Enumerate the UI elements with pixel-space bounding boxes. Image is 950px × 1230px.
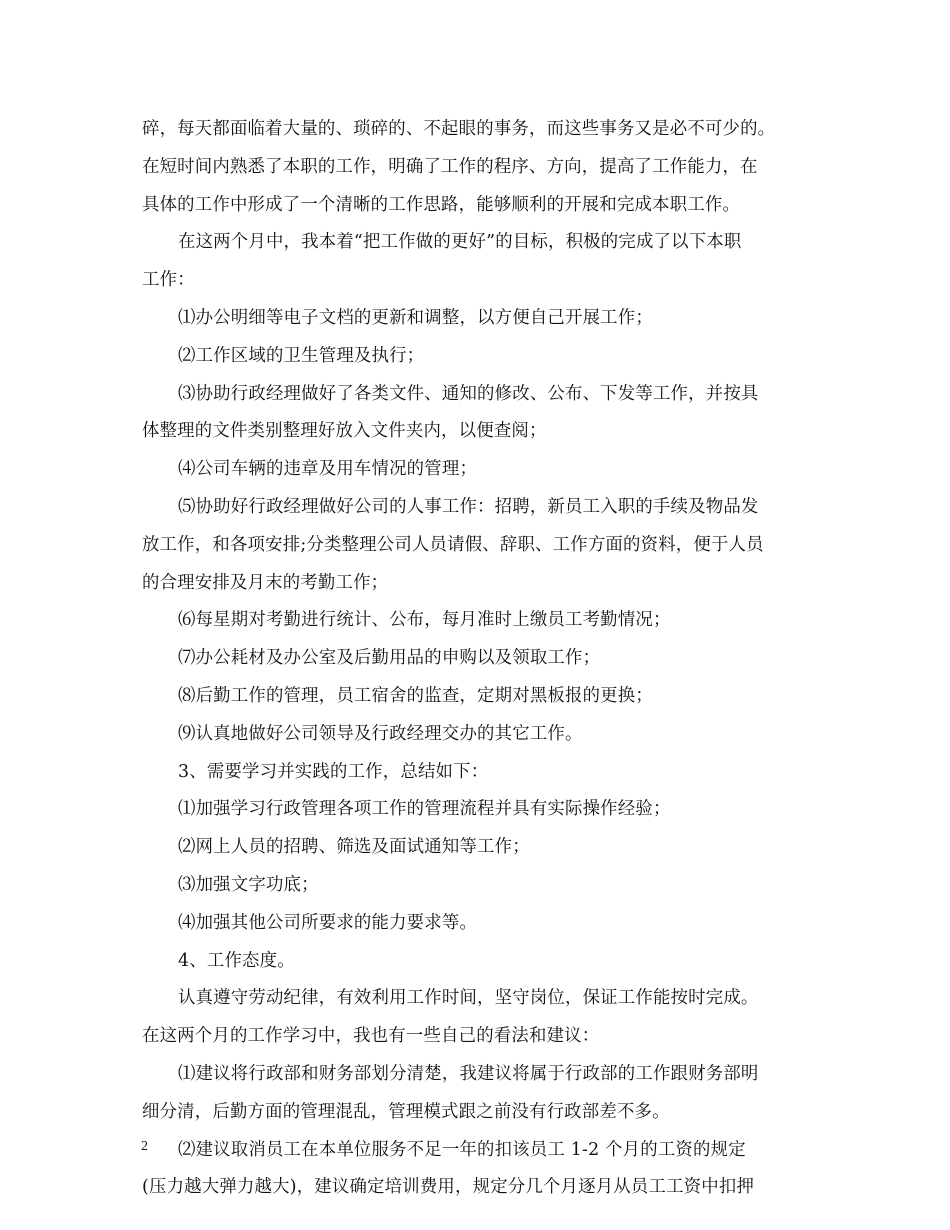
list-item: ⑷加强其他公司所要求的能力要求等。 [178, 912, 478, 933]
text-line: (压力越大弹力越大)，建议确定培训费用，规定分几个月逐月从员工工资中扣押 [142, 1177, 755, 1198]
list-item: ⑴建议将行政部和财务部划分清楚，我建议将属于行政部的工作跟财务部明 [178, 1063, 759, 1084]
text-line: 体整理的文件类别整理好放入文件夹内，以便查阅； [142, 421, 547, 442]
list-item: ⑻后勤工作的管理，员工宿舍的监查，定期对黑板报的更换； [178, 685, 653, 706]
list-item: ⑵工作区域的卫生管理及执行； [178, 345, 425, 366]
text-line: 认真遵守劳动纪律，有效利用工作时间，坚守岗位，保证工作能按时完成。 [178, 988, 759, 1009]
list-item: ⑶加强文字功底； [178, 874, 319, 895]
list-item: ⑴加强学习行政管理各项工作的管理流程并具有实际操作经验； [178, 799, 671, 820]
text-line: 细分清，后勤方面的管理混乱，管理模式跟之前没有行政部差不多。 [142, 1101, 670, 1122]
list-item: ⑸协助好行政经理做好公司的人事工作：招聘，新员工入职的手续及物品发 [178, 496, 759, 517]
list-item: ⑼认真地做好公司领导及行政经理交办的其它工作。 [178, 723, 583, 744]
section-heading: 4、工作态度。 [178, 950, 295, 971]
list-item: ⑺办公耗材及办公室及后勤用品的申购以及领取工作； [178, 648, 601, 669]
document-body [142, 111, 810, 1207]
text-line: 在这两个月的工作学习中，我也有一些自己的看法和建议： [142, 1026, 600, 1047]
text-line: 具体的工作中形成了一个清晰的工作思路，能够顺利的开展和完成本职工作。 [142, 194, 741, 215]
text-line: 的合理安排及月末的考勤工作； [142, 572, 389, 593]
list-item: ⑹每星期对考勤进行统计、公布，每月准时上缴员工考勤情况； [178, 610, 671, 631]
page-number: 2 [141, 1139, 148, 1154]
list-item: ⑷公司车辆的违章及用车情况的管理； [178, 459, 478, 480]
list-item: ⑴办公明细等电子文档的更新和调整，以方便自己开展工作； [178, 307, 653, 328]
text-line: 放工作，和各项安排;分类整理公司人员请假、辞职、工作方面的资料，便于人员 [142, 534, 764, 555]
section-heading: 3、需要学习并实践的工作，总结如下： [178, 761, 489, 782]
list-item: ⑵建议取消员工在本单位服务不足一年的扣该员工 1-2 个月的工资的规定 [178, 1139, 746, 1160]
list-item: ⑶协助行政经理做好了各类文件、通知的修改、公布、下发等工作，并按具 [178, 383, 759, 404]
list-item: ⑵网上人员的招聘、筛选及面试通知等工作； [178, 837, 530, 858]
text-line: 在这两个月中，我本着“把工作做的更好”的目标，积极的完成了以下本职 [178, 232, 742, 253]
text-line: 碎，每天都面临着大量的、琐碎的、不起眼的事务，而这些事务又是必不可少的。 [142, 119, 776, 139]
text-line: 在短时间内熟悉了本职的工作，明确了工作的程序、方向，提高了工作能力，在 [142, 156, 758, 177]
text-line: 工作： [142, 270, 195, 291]
